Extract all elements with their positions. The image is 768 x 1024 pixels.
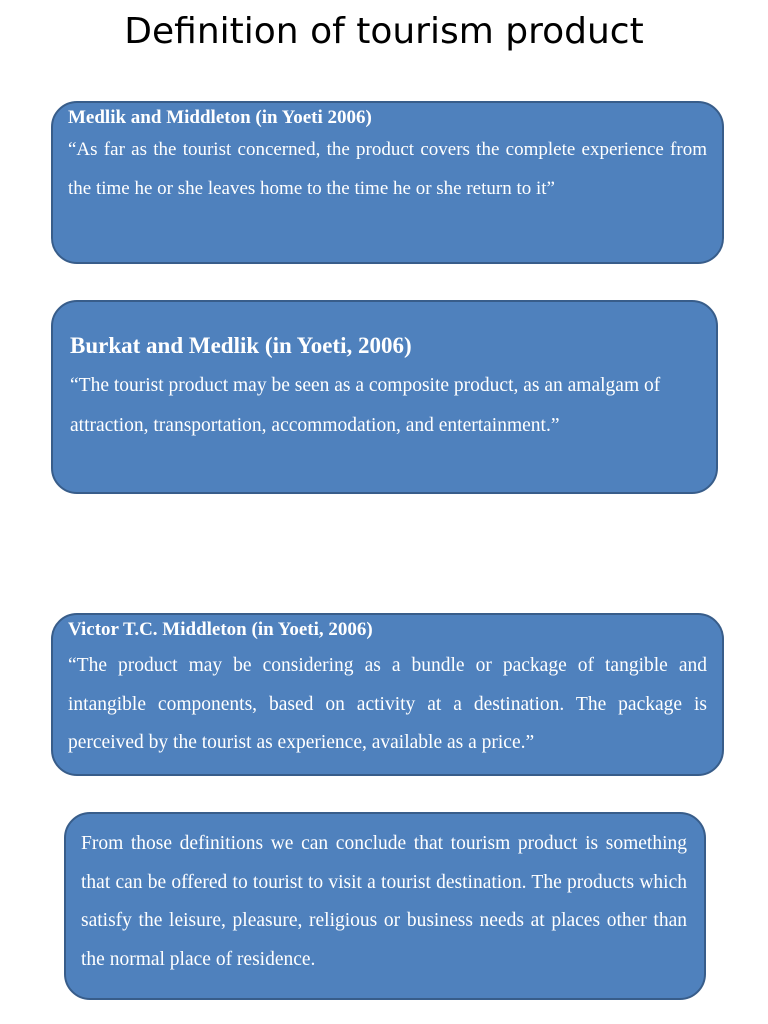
- definition-box-victor-middleton: [51, 613, 724, 776]
- definition-quote: “The product may be considering as a bundle or package of tangible and intangible components, based on activity at a destination. The package is perceived by the tourist as experience, available as a price.”: [68, 655, 707, 753]
- definition-quote: “As far as the tourist concerned, the product covers the complete experience from the time he or she leaves home to the time he or she return to it”: [68, 139, 707, 199]
- definition-heading: Victor T.C. Middleton (in Yoeti, 2006): [68, 619, 373, 640]
- conclusion-text: From those definitions we can conclude that tourism product is something that can be offered to tourist to visit a tourist destination. The products which satisfy the leisure, pleasure, religious or business needs at places other than the normal place of residence.: [81, 833, 687, 970]
- definition-box-medlik-middleton: [51, 101, 724, 264]
- conclusion-box: [64, 812, 706, 1000]
- definition-heading: Medlik and Middleton (in Yoeti 2006): [68, 107, 372, 128]
- page-title: Definition of tourism product: [124, 11, 644, 52]
- definition-heading: Burkat and Medlik (in Yoeti, 2006): [70, 333, 412, 358]
- definition-box-burkat-medlik: [51, 300, 718, 494]
- definition-quote: “The tourist product may be seen as a composite product, as an amalgam of attraction, transportation, accommodation, and entertainment.”: [70, 375, 661, 436]
